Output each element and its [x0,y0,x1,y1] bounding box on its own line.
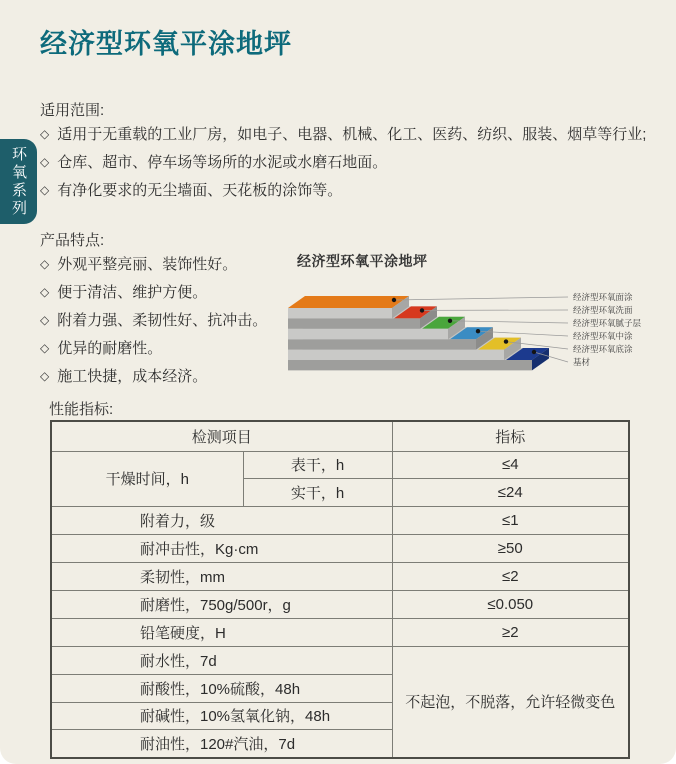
list-item [40,363,267,391]
performance-heading: 性能指标: [49,401,114,418]
layer-label: 基材 [573,357,591,367]
diamond-bullet-icon: ◇ [40,369,50,383]
list-item [40,121,646,149]
table-row [51,618,629,646]
cell-value: ≤0.050 [392,590,629,618]
list-item-text: 便于清洁、维护方便。 [57,284,208,301]
slab-front-face [288,318,420,328]
header-index: 指标 [392,421,629,451]
layer-marker-dot [420,308,424,312]
cell-drying-group: 干燥时间，h [51,451,243,507]
cell-item: 耐油性，120#汽油，7d [51,730,392,758]
diamond-bullet-icon: ◇ [40,155,50,169]
cell-item: 实干，h [243,479,392,507]
header-test-item: 检测项目 [51,421,392,451]
slab-front-face [288,329,448,339]
page-title: 经济型环氧平涂地坪 [40,29,292,59]
cell-item: 柔韧性，mm [51,563,392,591]
layer-label: 经济型环氧中涂 [573,331,633,341]
performance-table [50,420,630,759]
layer-structure-diagram [283,275,676,395]
cell-item: 耐水性，7d [51,646,392,674]
layer-marker-dot [448,319,452,323]
table-row [51,535,629,563]
cell-item: 耐碱性，10%氢氧化钠，48h [51,702,392,730]
layer-marker-dot [504,339,508,343]
slab-front-face [288,360,532,370]
cell-item: 耐磨性，750g/500r，g [51,590,392,618]
label-connector-line [394,297,568,300]
cell-value: ≤1 [392,507,629,535]
diamond-bullet-icon: ◇ [40,313,50,327]
tab-epoxy-series[interactable] [0,139,37,224]
layer-label: 经济型环氧洗面 [573,305,633,315]
diamond-bullet-icon: ◇ [40,183,50,197]
table-row [51,507,629,535]
layer-label: 经济型环氧腻子层 [573,318,642,328]
application-list [40,121,646,205]
list-item [40,307,267,335]
table-header-row [51,421,629,451]
diagram-title: 经济型环氧平涂地坪 [297,253,428,269]
table-row [51,646,629,674]
list-item [40,177,646,205]
list-item-text: 优异的耐磨性。 [57,340,163,357]
list-item-text: 施工快捷，成本经济。 [57,368,208,385]
application-heading: 适用范围: [40,102,105,119]
slab-front-face [288,308,392,318]
features-heading: 产品特点: [40,232,105,249]
diamond-bullet-icon: ◇ [40,127,50,141]
cell-item: 耐酸性，10%硫酸，48h [51,674,392,702]
layer-marker-dot [532,350,536,354]
cell-value: ≤24 [392,479,629,507]
cell-value: ≥50 [392,535,629,563]
cell-value: ≤4 [392,451,629,479]
tab-epoxy-series-label: 环氧系列 [10,145,27,218]
diamond-bullet-icon: ◇ [40,341,50,355]
list-item [40,251,267,279]
table-row [51,563,629,591]
list-item-text: 有净化要求的无尘墙面、天花板的涂饰等。 [57,182,343,199]
list-item-text: 仓库、超市、停车场等场所的水泥或水磨石地面。 [57,154,388,171]
list-item-text: 附着力强、柔韧性好、抗冲击。 [57,312,268,329]
label-connector-line [450,321,568,323]
cell-item: 表干，h [243,451,392,479]
features-list [40,251,267,391]
cell-chem-result: 不起泡，不脱落，允许轻微变色 [392,646,629,758]
diamond-bullet-icon: ◇ [40,257,50,271]
diamond-bullet-icon: ◇ [40,285,50,299]
slab-front-face [288,339,476,349]
list-item-text: 适用于无重载的工业厂房，如电子、电器、机械、化工、医药、纺织、服装、烟草等行业; [57,126,647,143]
cell-item: 耐冲击性，Kg·cm [51,535,392,563]
list-item [40,335,267,363]
list-item [40,149,646,177]
cell-value: ≥2 [392,618,629,646]
table-row [51,451,629,479]
cell-item: 铅笔硬度，H [51,618,392,646]
list-item-text: 外观平整亮丽、装饰性好。 [57,256,238,273]
list-item [40,279,267,307]
layer-label: 经济型环氧面涂 [573,292,633,302]
layer-marker-dot [476,329,480,333]
slab-front-face [288,350,504,360]
cell-value: ≤2 [392,563,629,591]
layer-marker-dot [392,298,396,302]
layer-topcoat-surface [288,296,409,308]
cell-item: 附着力，级 [51,507,392,535]
layer-label: 经济型环氧底涂 [573,344,633,354]
table-row [51,590,629,618]
